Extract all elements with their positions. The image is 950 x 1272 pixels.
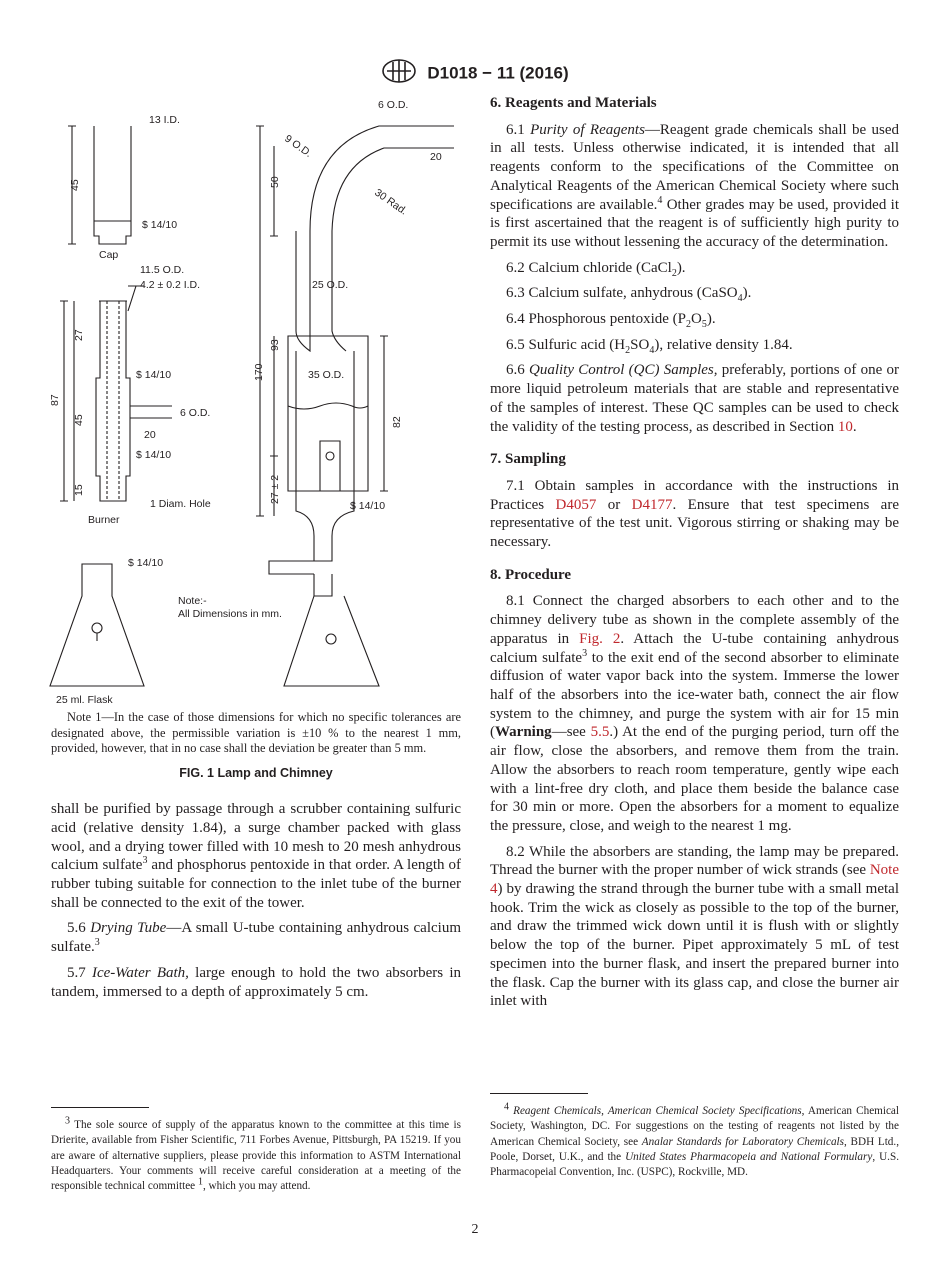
label-note-title: Note:- bbox=[178, 595, 207, 607]
footnote-rule-left bbox=[51, 1107, 149, 1108]
label-cap: Cap bbox=[99, 249, 119, 261]
label-20b: 20 bbox=[144, 429, 156, 441]
astm-logo-icon bbox=[381, 58, 417, 89]
page-number: 2 bbox=[471, 1222, 479, 1237]
paragraph-6-2: 6.2 Calcium chloride (CaCl$_2$). bbox=[506, 259, 686, 279]
fn4-f: , U.S. Pharmacopeial Convention, Inc. (USPC), Rockville, MD. bbox=[490, 1150, 899, 1179]
label-35od: 35 O.D. bbox=[308, 369, 345, 381]
p71-or: or bbox=[596, 496, 632, 513]
fn4-c: Analar Standards for Laboratory Chemicals bbox=[641, 1135, 844, 1148]
label-flask: 25 ml. Flask bbox=[56, 694, 113, 706]
right-column bbox=[490, 84, 899, 1018]
figure-caption: FIG. 1 Lamp and Chimney bbox=[179, 765, 333, 780]
p61-num: 6.1 bbox=[506, 121, 531, 138]
p81-e: .) At the end of the purging period, turn off the air flow, close the absorbers, and remove them from the train. Allow the absorbers to reach room temperature, gently wipe each with a lint-free dry cloth, and place them beside the balance case for 30 min or more. Open the absorbers for a moment to equalize the pressure, close, and weigh to the nearest 1 mg. bbox=[490, 724, 900, 834]
p65-sub-a: 2 bbox=[625, 344, 631, 356]
fig2-link[interactable]: Fig. 2 bbox=[579, 630, 621, 647]
label-45b: 45 bbox=[73, 414, 85, 426]
paragraph-6-1 bbox=[490, 121, 899, 252]
label-joint-3: $ 14/10 bbox=[136, 449, 172, 461]
label-115od: 11.5 O.D. bbox=[140, 264, 185, 276]
label-joint-4: $ 14/10 bbox=[128, 557, 164, 569]
label-93: 93 bbox=[269, 339, 281, 351]
p64-sub-a: 2 bbox=[686, 319, 691, 331]
paragraph-5-6 bbox=[51, 919, 461, 956]
p81-d: —see bbox=[551, 724, 591, 741]
p-cont-a: shall be purified by passage through a scrubber containing sulfuric acid (relative density 1.84), a surge chamber packed with glass wool, and a drying tower filled with 10 mesh to 20 mesh anhydrous calcium sulfate bbox=[51, 801, 461, 874]
p61-b: Other grades may be used, provided it is first ascertained that the reagent is of sufficiently high purity to permit its use without lessening the accuracy of the determination. bbox=[490, 196, 900, 250]
p66-text: preferably, portions of one or more liquid petroleum materials that are stable and representative of the samples of interest. These QC samples can be used to check the validity of the testing process, as described in Section bbox=[490, 362, 900, 435]
label-87: 87 bbox=[49, 394, 61, 406]
fn4-mark: 4 bbox=[504, 1101, 509, 1113]
p62-text: 6.2 Calcium chloride (CaCl bbox=[506, 259, 672, 276]
p81-b: . Attach the U-tube containing anhydrous calcium sulfate bbox=[490, 630, 899, 666]
p63-text: 6.3 Calcium sulfate, anhydrous (CaSO bbox=[506, 285, 738, 302]
p-cont-b: and phosphorus pentoxide in that order. A length of rubber tubing suitable for connection to the inlet tube of the burner shall be connected to the exit of the tower. bbox=[51, 857, 462, 911]
p61-term: Purity of Reagents bbox=[530, 121, 645, 138]
label-45a: 45 bbox=[69, 179, 81, 191]
label-6od: 6 O.D. bbox=[378, 99, 409, 111]
label-13id: 13 I.D. bbox=[149, 114, 180, 126]
label-30rad: 30 Rad. bbox=[372, 186, 410, 218]
p66-num: 6.6 bbox=[506, 362, 530, 379]
p65-b: ), relative density 1.84. bbox=[654, 336, 793, 353]
paragraph-8-1 bbox=[490, 592, 899, 835]
flask-drawing bbox=[50, 564, 144, 686]
paragraph-7-1 bbox=[490, 477, 899, 552]
burner-drawing bbox=[60, 286, 172, 501]
label-42id: 4.2 ± 0.2 I.D. bbox=[140, 279, 201, 291]
fn4-a: Reagent Chemicals, American Chemical Society Specifications bbox=[513, 1105, 802, 1117]
p81-a: 8.1 Connect the charged absorbers to each other and to the chimney delivery tube as shown in the complete assembly of the apparatus in bbox=[490, 593, 899, 647]
paragraph-continued bbox=[51, 800, 461, 912]
fn4-e: United States Pharmacopeia and National Formulary bbox=[625, 1150, 873, 1163]
note-4-link[interactable]: Note 4 bbox=[490, 862, 899, 898]
footnote-ref-3c: 3 bbox=[582, 647, 588, 659]
fn4-d: , BDH Ltd., Poole, Dorset, U.K., and the bbox=[490, 1135, 899, 1163]
p56-text: —A small U-tube containing anhydrous calcium sulfate. bbox=[51, 920, 461, 956]
p57-term: Ice-Water Bath, bbox=[92, 964, 189, 981]
section-7-heading: 7. Sampling bbox=[490, 451, 566, 468]
fn3-text: The sole source of supply of the apparatus known to the committee at this time is Drierite, available from Fisher Scientific, 711 Forbes Avenue, Pittsburgh, PA 15219. If you are aware of alternative suppliers, please provide this information to ASTM International Headquarters. Your comments will receive careful consideration at a meeting of the responsible technical committee bbox=[51, 1119, 461, 1193]
label-note-units: All Dimensions in mm. bbox=[178, 608, 282, 620]
paragraph-5-7 bbox=[51, 964, 461, 1001]
label-joint-1: $ 14/10 bbox=[142, 219, 178, 231]
fn3-b: , which you may attend. bbox=[202, 1180, 311, 1193]
footnote-ref-4: 4 bbox=[657, 194, 663, 206]
footnote-ref-3: 3 bbox=[142, 855, 148, 867]
section-10-link[interactable]: 10 bbox=[837, 418, 853, 435]
paragraph-6-4: 6.4 Phosphorous pentoxide $(P_2O_5)$. bbox=[506, 311, 716, 331]
label-25od: 25 O.D. bbox=[312, 279, 349, 291]
footnote-rule-right bbox=[490, 1093, 588, 1094]
section-6-heading: 6. Reagents and Materials bbox=[490, 95, 657, 111]
p56-num: 5.6 bbox=[67, 920, 91, 937]
label-burner: Burner bbox=[88, 514, 120, 526]
paragraph-6-3: 6.3 Calcium sulfate, anhydrous (CaSO$_4$). bbox=[506, 285, 752, 305]
label-82: 82 bbox=[391, 416, 403, 428]
label-joint-2: $ 14/10 bbox=[136, 369, 172, 381]
label-15: 15 bbox=[73, 484, 85, 496]
p66-term: Quality Control (QC) Samples, bbox=[529, 362, 718, 379]
p61-a: —Reagent grade chemicals shall be used in all tests. Unless otherwise indicated, it is intended that all reagents conform to the specifications of the Committee on Analytical Reagents of the American Chemical Society where such specifications are available. bbox=[490, 121, 899, 213]
label-hole: 1 Diam. Hole bbox=[150, 498, 211, 510]
p81-c: to the exit end of the second absorber to eliminate diffusion of water vapor back into the system. Immerse the lower half of the absorbers into the ice-water bath, connect the air flow system to the chimney, and purge the system with air for 15 min ( bbox=[490, 649, 899, 741]
footnote-3 bbox=[51, 1115, 461, 1194]
chimney-drawing bbox=[256, 126, 454, 686]
p64-sub-b: 5 bbox=[701, 319, 707, 331]
p64-text: 6.4 Phosphorous pentoxide (P bbox=[506, 311, 686, 328]
figure-1-diagram bbox=[44, 96, 464, 708]
label-joint-5: $ 14/10 bbox=[350, 500, 386, 512]
p65-text: 6.5 Sulfuric acid (H bbox=[506, 336, 626, 353]
label-170: 170 bbox=[253, 363, 265, 381]
figure-note-text: Note 1—In the case of those dimensions for which no specific tolerances are designated above, the permissible variation is ±10 % to the nearest 1 mm, provided, however, that in no case shall the deviation be greater than 5 mm. bbox=[51, 710, 461, 755]
paragraph-6-6: 6.6 Quality Control (QC) Samples, preferably, portions of one or more liquid petroleum materials that are stable and representative of the samples of interest. These QC samples can be used to check the validity of the testing process, as described in Section 10. bbox=[490, 362, 900, 435]
label-50: 50 bbox=[269, 176, 281, 188]
d4057-link[interactable]: D4057 bbox=[555, 496, 597, 513]
p82-b: ) by drawing the strand through the burner tube with a small metal hook. Trim the wick as closely as possible to the top of the burner, and draw the trimmed wick down until it is flush with or slightly below the top of the burner. Pipet approximately 5 mL of test specimen into the burner flask, and insert the prepared burner into the flask. Cap the burner with its glass cap, and close the burner air inlet with bbox=[490, 881, 899, 1010]
document-designation: D1018 − 11 (2016) bbox=[427, 63, 569, 83]
fn3-mark: 3 bbox=[65, 1115, 70, 1127]
label-20: 20 bbox=[430, 151, 442, 163]
footnote-4 bbox=[490, 1101, 900, 1180]
p64-o: O bbox=[691, 311, 702, 328]
p65-sub-b: 4 bbox=[649, 344, 655, 356]
section-8-heading: 8. Procedure bbox=[490, 566, 572, 583]
label-6od-b: 6 O.D. bbox=[180, 407, 211, 419]
p57-text: large enough to hold the two absorbers in tandem, immersed to a depth of approximately 5 cm. bbox=[51, 964, 461, 1000]
paragraph-6-5: 6.5 Sulfuric acid $(H_2SO_4)$, relative density 1.84. bbox=[506, 336, 793, 356]
label-9od: 9 O.D. bbox=[282, 132, 315, 160]
d4177-link[interactable]: D4177 bbox=[631, 496, 673, 513]
footnote-ref-3b: 3 bbox=[94, 937, 100, 949]
p71-a: 7.1 Obtain samples in accordance with the instructions in Practices bbox=[490, 477, 899, 513]
fn4-b: , American Chemical Society, Washington, DC. For suggestions on the testing of reagents not listed by the American Chemical Society, see bbox=[490, 1105, 900, 1148]
p56-term: Drying Tube bbox=[90, 920, 167, 937]
p82-a: 8.2 While the absorbers are standing, the lamp may be prepared. Thread the burner with the proper number of wick strands (see bbox=[490, 843, 899, 879]
label-27: 27 bbox=[73, 329, 85, 341]
p71-b: . Ensure that test specimens are representative of the test unit. Vigorous stirring or shaking may be necessary. bbox=[490, 496, 899, 551]
section-5-5-link[interactable]: 5.5 bbox=[590, 724, 610, 741]
p63-sub: 4 bbox=[737, 293, 743, 305]
p57-num: 5.7 bbox=[67, 964, 92, 981]
label-27pm2: 27 ± 2 bbox=[269, 474, 281, 504]
figure-note bbox=[51, 710, 461, 757]
p62-sub: 2 bbox=[671, 267, 677, 279]
paragraph-8-2 bbox=[490, 843, 899, 1011]
left-column bbox=[51, 710, 461, 1008]
warning-label: Warning bbox=[495, 724, 552, 741]
fn3-sup1: 1 bbox=[197, 1176, 203, 1188]
